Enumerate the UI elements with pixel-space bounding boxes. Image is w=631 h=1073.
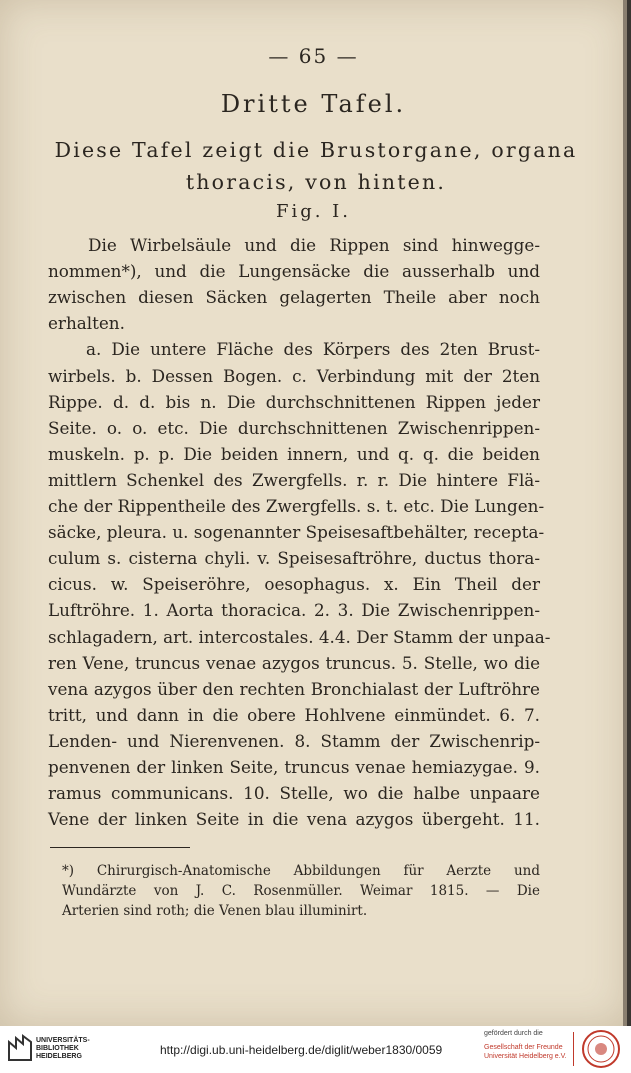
society-name: Gesellschaft der Freunde Universität Heidelberg e.V. — [484, 1044, 567, 1060]
body-line: vena azygos über den rechten Bronchialast der Luftröhre — [48, 678, 540, 699]
body-line: tritt, und dann in die obere Hohlvene einmündet. 6. 7. — [48, 704, 540, 725]
body-line: a. Die untere Fläche des Körpers des 2ten Brust- — [86, 339, 540, 360]
body-line: schlagadern, art. intercostales. 4.4. Der Stamm der unpaa- — [48, 626, 551, 647]
library-logo-icon — [6, 1034, 34, 1064]
body-line: erhalten. — [48, 313, 125, 334]
footer-bar — [0, 1026, 631, 1073]
body-line: Rippe. d. d. bis n. Die durchschnittenen Rippen jeder — [48, 391, 540, 412]
body-line: muskeln. p. p. Die beiden innern, und q. q. die beiden — [48, 443, 540, 464]
subtitle-line-2: thoracis, von hinten. — [185, 170, 447, 194]
body-line: Seite. o. o. etc. Die durchschnittenen Zwischenrippen- — [48, 417, 540, 438]
footnote-line: Arterien sind roth; die Venen blau illuminirt. — [62, 903, 368, 919]
footnote-rule — [50, 847, 190, 848]
plate-heading: Dritte Tafel. — [220, 90, 407, 118]
body-line: ren Vene, truncus venae azygos truncus. 5. Stelle, wo die — [48, 652, 540, 673]
source-url-link[interactable]: http://digi.ub.uni-heidelberg.de/diglit/weber1830/0059 — [160, 1043, 443, 1057]
body-line: cicus. w. Speiseröhre, oesophagus. x. Ein Theil der — [48, 574, 540, 595]
footnote-line: Wundärzte von J. C. Rosenmüller. Weimar 1815. — Die — [62, 883, 540, 899]
body-line: che der Rippentheile des Zwergfells. s. t. etc. Die Lungen- — [48, 496, 545, 516]
body-line: Lenden- und Nierenvenen. 8. Stamm der Zwischenrip- — [48, 730, 540, 751]
body-line: Luftröhre. 1. Aorta thoracica. 2. 3. Die Zwischenrippen- — [48, 600, 540, 621]
body-line: Die Wirbelsäule und die Rippen sind hinwegge- — [88, 235, 540, 255]
body-line: säcke, pleura. u. sogenannter Speisesaftbehälter, recepta- — [48, 522, 545, 543]
body-line: nommen*), und die Lungensäcke die ausserhalb und — [48, 261, 540, 282]
body-line: mittlern Schenkel des Zwergfells. r. r. Die hintere Flä- — [48, 469, 540, 490]
body-line: ramus communicans. 10. Stelle, wo die halbe unpaare — [48, 783, 540, 804]
footnote-line: *) Chirurgisch-Anatomische Abbildungen für Aerzte und — [62, 863, 540, 879]
body-line: culum s. cisterna chyli. v. Speisesaftröhre, ductus thora- — [48, 548, 540, 569]
body-line: wirbels. b. Dessen Bogen. c. Verbindung mit der 2ten — [48, 365, 540, 386]
university-seal-icon — [581, 1029, 621, 1069]
footer-divider — [573, 1032, 574, 1066]
funded-by-text: gefördert durch die — [484, 1030, 543, 1037]
library-name: UNIVERSITÄTS- BIBLIOTHEK HEIDELBERG — [36, 1037, 90, 1060]
body-line: Vene der linken Seite in die vena azygos übergeht. 11. — [48, 809, 540, 830]
page-number: — 65 — — [268, 44, 359, 68]
body-line: penvenen der linken Seite, truncus venae hemiazygae. 9. — [48, 757, 540, 777]
page-edge — [623, 0, 627, 1026]
body-line: zwischen diesen Säcken gelagerten Theile aber noch — [48, 287, 540, 308]
figure-label: Fig. I. — [275, 201, 352, 222]
subtitle-line-1: Diese Tafel zeigt die Brustorgane, organa — [54, 138, 578, 162]
